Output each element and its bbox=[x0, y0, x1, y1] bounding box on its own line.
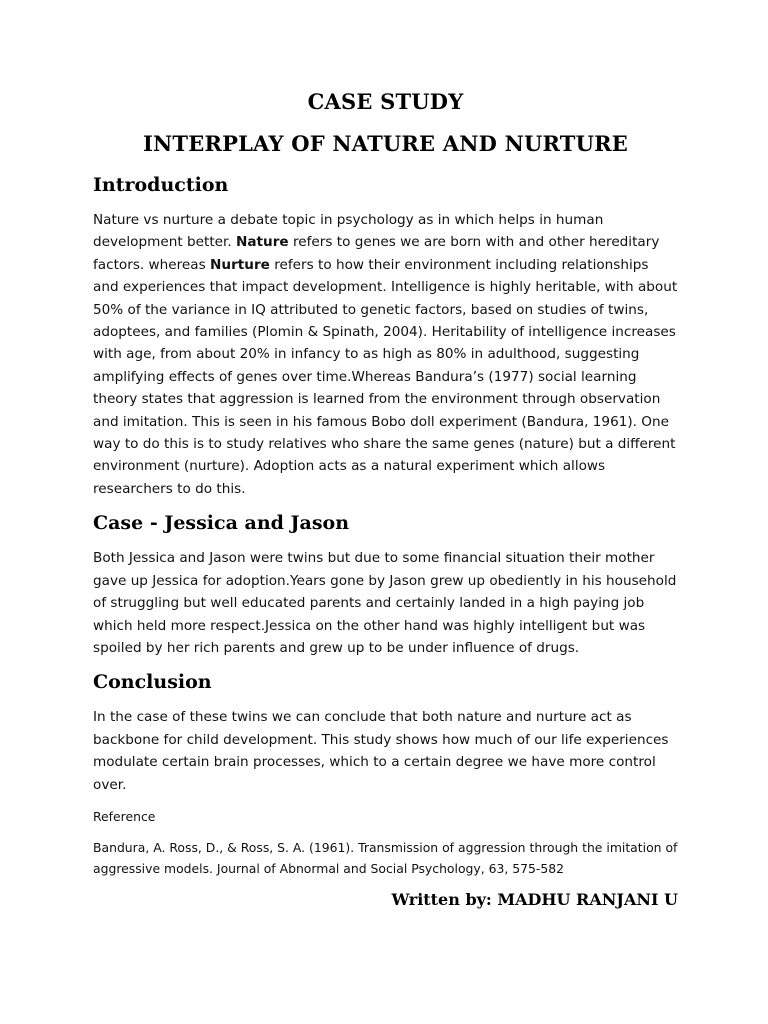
introduction-heading: Introduction bbox=[93, 174, 229, 196]
introduction-text-a: Nature vs nurture a debate topic in psychology as in which helps in human development better. bbox=[93, 212, 604, 251]
conclusion-paragraph: In the case of these twins we can conclude that both nature and nurture act as backbone for child development. This study shows how much of our life experiences modulate certain brain processes, which to a certain degree we have more control over. bbox=[93, 709, 669, 793]
document-subtitle: INTERPLAY OF NATURE AND NURTURE bbox=[143, 131, 628, 156]
reference-label: Reference bbox=[93, 808, 156, 824]
nurture-term: Nurture bbox=[210, 256, 270, 273]
case-heading: Case - Jessica and Jason bbox=[93, 512, 350, 535]
document-page bbox=[93, 88, 678, 911]
document-title: CASE STUDY bbox=[307, 89, 464, 114]
author-signature: Written by: MADHU RANJANI U bbox=[391, 889, 678, 909]
reference-section bbox=[93, 806, 678, 879]
conclusion-section bbox=[93, 669, 678, 796]
reference-citation: Bandura, A. Ross, D., & Ross, S. A. (1961). Transmission of aggression through the imitation of aggressive models. Journal of Abnormal and Social Psychology, 63, 575-582 bbox=[93, 839, 678, 876]
introduction-text-b: refers to genes we are born with and other hereditary factors. whereas bbox=[93, 234, 660, 273]
introduction-paragraph bbox=[93, 209, 678, 500]
introduction-text-c: refers to how their environment including relationships and experiences that impact development. Intelligence is highly heritable, with about 50% of the variance in IQ attributed to genetic factors, based on studies of twins, adoptees, and families (Plomin & Spinath, 2004). Heritability of intelligence increases with age, from about 20% in infancy to as high as 80% in adulthood, suggesting amplifying effects of genes over time.Whereas Bandura’s (1977) social learning theory states that aggression is learned from the environment through observation and imitation. This is seen in his famous Bobo doll experiment (Bandura, 1961). One way to do this is to study relatives who share the same genes (nature) but a different environment (nurture). Adoption acts as a natural experiment which allows researchers to do this. bbox=[93, 256, 678, 497]
conclusion-heading: Conclusion bbox=[93, 671, 212, 694]
case-section bbox=[93, 510, 678, 659]
nature-term: Nature bbox=[236, 234, 289, 251]
case-paragraph: Both Jessica and Jason were twins but due to some financial situation their mother gave up Jessica for adoption.Years gone by Jason grew up obediently in his household of struggling but well educated parents and certainly landed in a high paying job which held more respect.Jessica on the other hand was highly intelligent but was spoiled by her rich parents and grew up to be under influence of drugs. bbox=[93, 550, 677, 656]
introduction-section bbox=[93, 172, 678, 500]
